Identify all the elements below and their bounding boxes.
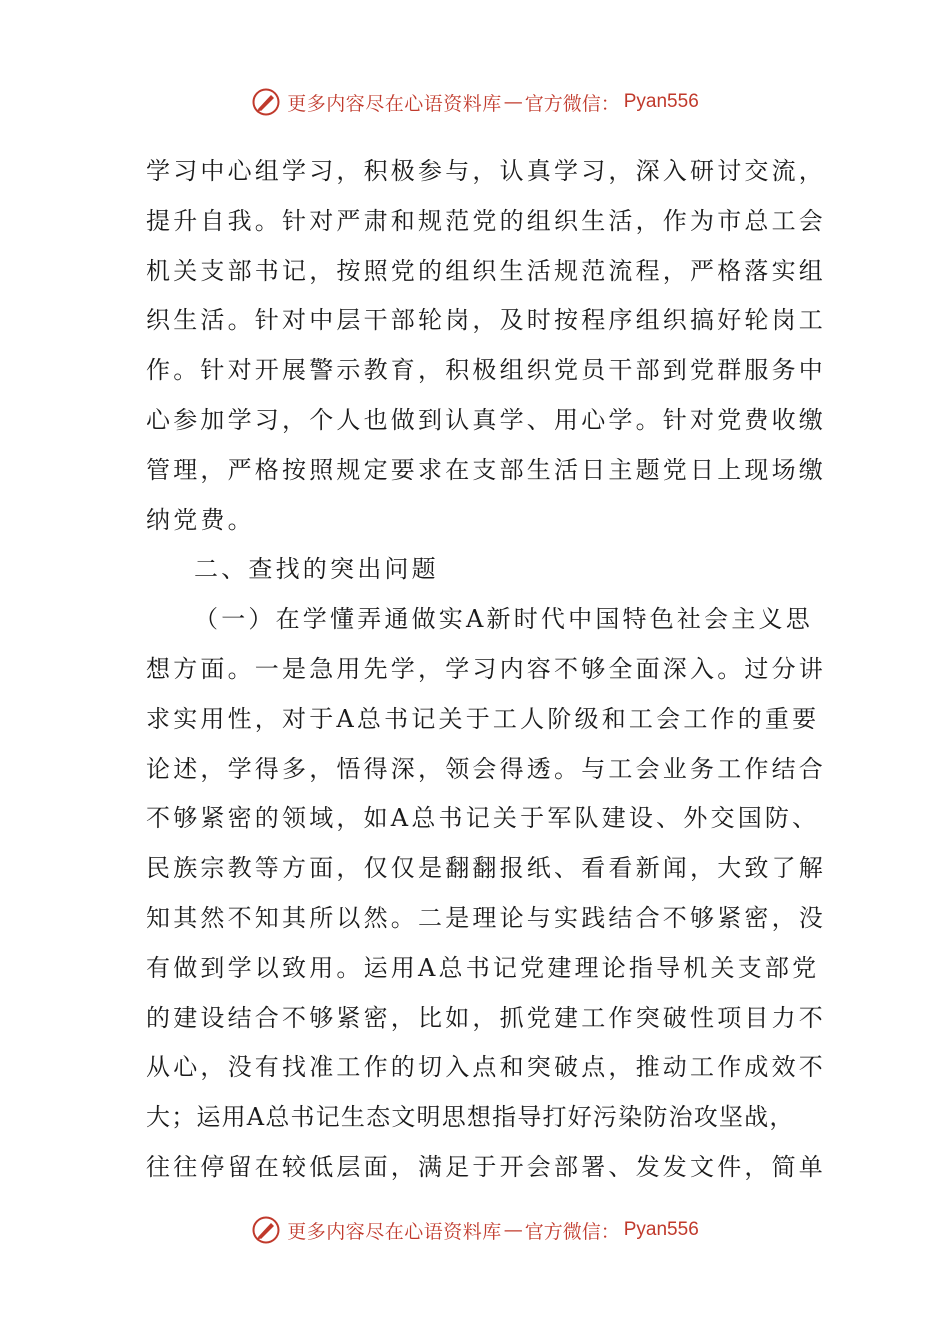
body-line: 想方面。一是急用先学，学习内容不够全面深入。过分讲 [146, 654, 826, 683]
pen-seal-icon [251, 87, 281, 117]
document-body [146, 147, 826, 1193]
body-line: 纳党费。 [146, 505, 255, 534]
body-line: 民族宗教等方面，仅仅是翻翻报纸、看看新闻，大致了解 [146, 854, 826, 883]
footer-slogan: 更多内容尽在心语资料库 [287, 1220, 502, 1243]
footer-wechat-id: Pyan556 [623, 1219, 699, 1240]
body-line: 有做到学以致用。运用A总书记党建理论指导机关支部党 [146, 953, 820, 982]
banner-dash: — [503, 91, 523, 113]
body-line: 求实用性，对于A总书记关于工人阶级和工会工作的重要 [146, 704, 820, 733]
banner-slogan: 更多内容尽在心语资料库 [287, 92, 502, 115]
body-line: 大；运用A总书记生态文明思想指导打好污染防治攻坚战， [146, 1103, 795, 1132]
banner-wechat-id: Pyan556 [623, 91, 699, 112]
body-line: 不够紧密的领域，如A总书记关于军队建设、外交国防、 [146, 804, 820, 833]
footer-banner [0, 1210, 950, 1250]
body-line: 往往停留在较低层面，满足于开会部署、发发文件，简单 [146, 1152, 826, 1181]
body-line: 论述，学得多，悟得深，领会得透。与工会业务工作结合 [146, 754, 826, 783]
body-line: 心参加学习，个人也做到认真学、用心学。针对党费收缴 [146, 405, 826, 434]
body-line: 作。针对开展警示教育，积极组织党员干部到党群服务中 [146, 356, 826, 385]
footer-wechat-label: 官方微信： [524, 1220, 620, 1243]
header-banner [0, 82, 950, 122]
footer-dash: — [503, 1219, 523, 1241]
body-line: 知其然不知其所以然。二是理论与实践结合不够紧密，没 [146, 903, 826, 932]
section-heading: 二、查找的突出问题 [194, 555, 439, 584]
body-line: 管理，严格按照规定要求在支部生活日主题党日上现场缴 [146, 455, 826, 484]
body-line: 提升自我。针对严肃和规范党的组织生活，作为市总工会 [146, 206, 826, 235]
body-line: 织生活。针对中层干部轮岗，及时按程序组织搞好轮岗工 [146, 306, 826, 335]
banner-wechat-label: 官方微信： [524, 92, 620, 115]
pen-seal-icon [251, 1215, 281, 1245]
body-line: 从心，没有找准工作的切入点和突破点，推动工作成效不 [146, 1053, 826, 1082]
body-line: 的建设结合不够紧密，比如，抓党建工作突破性项目力不 [146, 1003, 826, 1032]
body-line: 学习中心组学习，积极参与，认真学习，深入研讨交流， [146, 157, 826, 185]
body-line: 机关支部书记，按照党的组织生活规范流程，严格落实组 [146, 256, 826, 285]
subsection-heading: （一）在学懂弄通做实A新时代中国特色社会主义思 [194, 605, 813, 634]
